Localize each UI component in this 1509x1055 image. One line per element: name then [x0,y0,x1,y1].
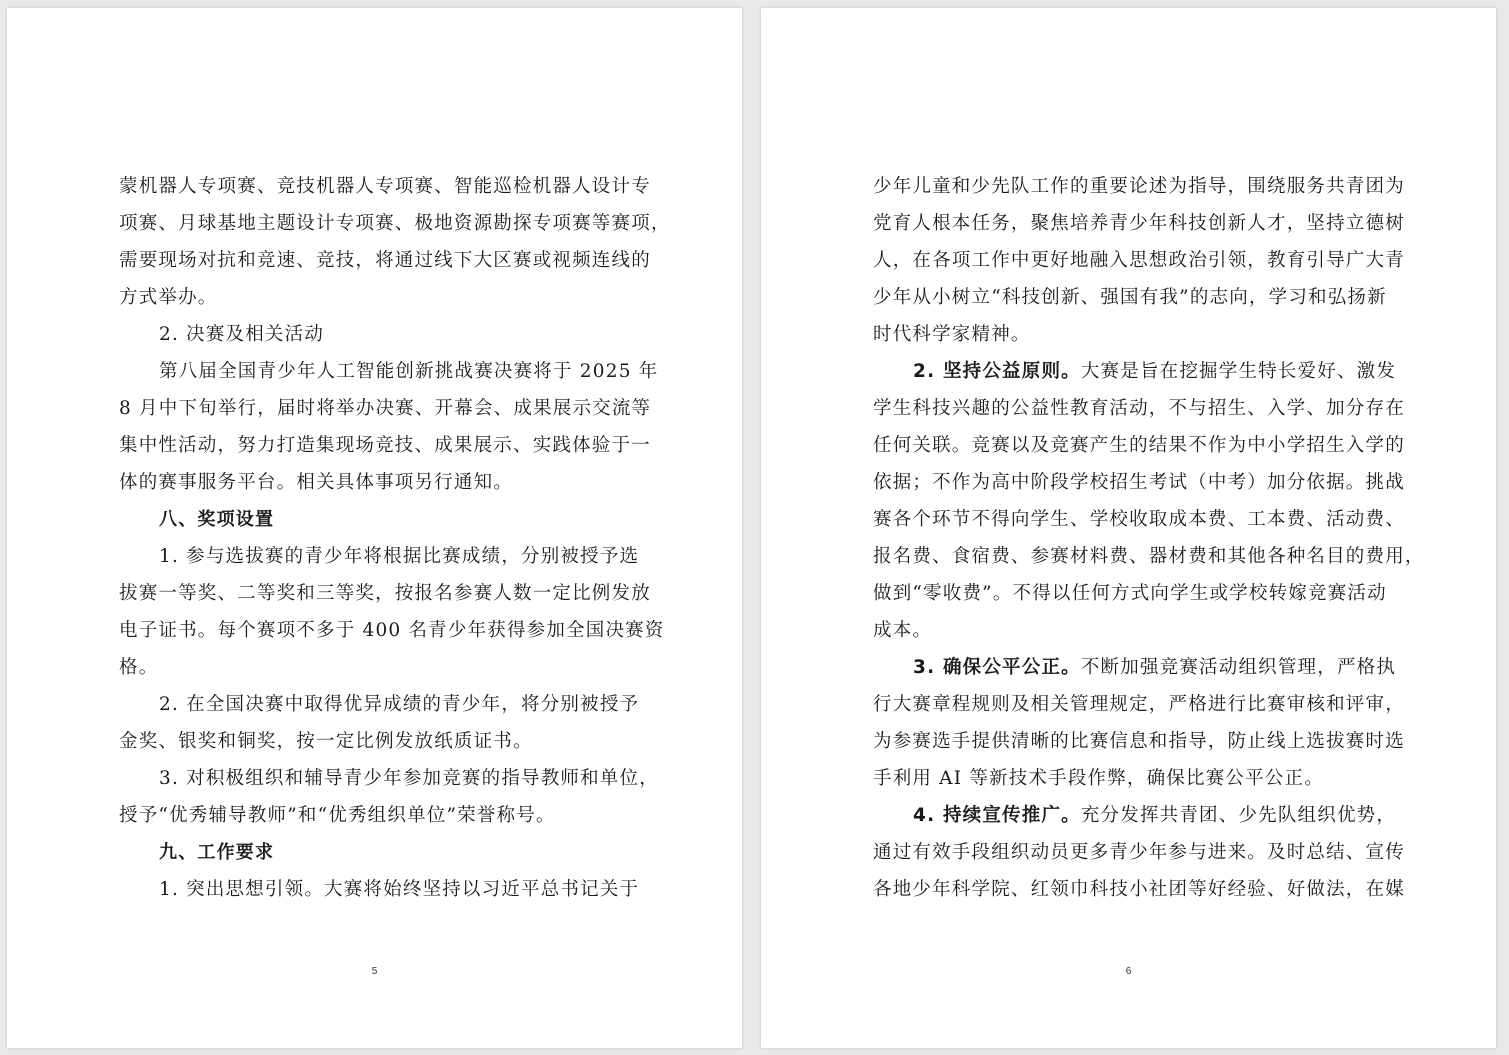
line-text: 方式举办。 [119,287,218,308]
line-text: 党育人根本任务，聚焦培养青少年科技创新人才，坚持立德树 [873,213,1405,234]
line-text: 格。 [119,657,159,678]
text-line [873,501,1403,538]
text-line [119,871,649,908]
line-text: 金奖、银奖和铜奖，按一定比例发放纸质证书。 [119,731,533,752]
line-text: 行大赛章程规则及相关管理规定，严格进行比赛审核和评审， [873,694,1405,715]
page-number: 5 [371,966,378,977]
text-line [873,390,1403,427]
text-line [873,723,1403,760]
page-content [119,168,671,908]
document-page-5 [7,8,742,1048]
text-line [873,168,1403,205]
text-line [119,316,649,353]
line-text: 集中性活动，努力打造集现场竞技、成果展示、实践体验于一 [119,435,651,456]
text-line [873,871,1403,908]
line-text: 体的赛事服务平台。相关具体事项另行通知。 [119,472,514,493]
text-line [119,242,649,279]
line-text: 第八届全国青少年人工智能创新挑战赛决赛将于 2025 年 [159,361,659,382]
text-line [873,205,1403,242]
text-line [119,168,649,205]
line-text: 通过有效手段组织动员更多青少年参与进来。及时总结、宣传 [873,842,1405,863]
page-number: 6 [1125,966,1132,977]
line-text: 学生科技兴趣的公益性教育活动，不与招生、入学、加分存在 [873,398,1405,419]
item-lead: 4. 持续宣传推广。 [913,805,1081,826]
document-page-6 [761,8,1496,1048]
text-line [119,760,659,797]
text-line [119,427,649,464]
line-text: 需要现场对抗和竞速、竞技，将通过线下大区赛或视频连线的 [119,250,651,271]
line-text: 手利用 AI 等新技术手段作弊，确保比赛公平公正。 [873,768,1324,789]
item-lead: 2. 坚持公益原则。 [913,361,1081,382]
text-line [873,797,1403,834]
line-text: 成本。 [873,620,933,641]
line-text: 授予“优秀辅导教师”和“优秀组织单位”荣誉称号。 [119,805,556,826]
text-line [873,279,1403,316]
line-text: 任何关联。竞赛以及竞赛产生的结果不作为中小学招生入学的 [873,435,1405,456]
line-text: 八、奖项设置 [159,509,275,530]
line-text: 8 月中下旬举行，届时将举办决赛、开幕会、成果展示交流等 [119,398,652,419]
text-line [119,575,649,612]
text-line [873,649,1403,686]
line-text: 大赛是旨在挖掘学生特长爱好、激发 [1080,361,1397,382]
line-text: 人，在各项工作中更好地融入思想政治引领，教育引导广大青 [873,250,1405,271]
line-text: 不断加强竞赛活动组织管理，严格执 [1080,657,1397,678]
text-line [119,205,671,242]
text-line [873,464,1403,501]
line-text: 充分发挥共青团、少先队组织优势， [1080,805,1397,826]
text-line [119,649,649,686]
text-line [119,464,649,501]
text-line [119,686,649,723]
line-text: 少年从小树立“科技创新、强国有我”的志向，学习和弘扬新 [873,287,1387,308]
line-text: 依据；不作为高中阶段学校招生考试（中考）加分依据。挑战 [873,472,1405,493]
line-text: 为参赛选手提供清晰的比赛信息和指导，防止线上选拔赛时选 [873,731,1405,752]
line-text: 报名费、食宿费、参赛材料费、器材费和其他各种名目的费用， [873,546,1425,567]
text-line [119,353,659,390]
line-text: 2. 在全国决赛中取得优异成绩的青少年，将分别被授予 [159,694,640,715]
text-line [873,834,1403,871]
text-line [873,686,1403,723]
line-text: 拔赛一等奖、二等奖和三等奖，按报名参赛人数一定比例发放 [119,583,651,604]
text-line [873,353,1403,390]
text-line [119,279,649,316]
line-text: 电子证书。每个赛项不多于 400 名青少年获得参加全国决赛资 [119,620,665,641]
line-text: 项赛、月球基地主题设计专项赛、极地资源勘探专项赛等赛项， [119,213,671,234]
page-content [873,168,1425,908]
line-text: 时代科学家精神。 [873,324,1031,345]
line-text: 各地少年科学院、红领巾科技小社团等好经验、好做法，在媒 [873,879,1405,900]
line-text: 做到“零收费”。不得以任何方式向学生或学校转嫁竞赛活动 [873,583,1387,604]
text-line [873,575,1403,612]
line-text: 赛各个环节不得向学生、学校收取成本费、工本费、活动费、 [873,509,1405,530]
text-line [119,797,649,834]
line-text: 九、工作要求 [159,842,275,863]
section-heading [119,834,649,871]
line-text: 少年儿童和少先队工作的重要论述为指导，围绕服务共青团为 [873,176,1405,197]
section-heading [119,501,649,538]
text-line [873,760,1403,797]
line-text: 1. 参与选拔赛的青少年将根据比赛成绩，分别被授予选 [159,546,640,567]
line-text: 1. 突出思想引领。大赛将始终坚持以习近平总书记关于 [159,879,640,900]
text-line [873,242,1403,279]
text-line [119,390,652,427]
text-line [119,612,665,649]
text-line [873,316,1403,353]
line-text: 3. 对积极组织和辅导青少年参加竞赛的指导教师和单位， [159,768,659,789]
text-line [873,427,1403,464]
line-text: 蒙机器人专项赛、竞技机器人专项赛、智能巡检机器人设计专 [119,176,651,197]
text-line [119,723,649,760]
text-line [873,612,1403,649]
item-lead: 3. 确保公平公正。 [913,657,1081,678]
text-line [873,538,1425,575]
line-text: 2. 决赛及相关活动 [159,324,325,345]
text-line [119,538,649,575]
